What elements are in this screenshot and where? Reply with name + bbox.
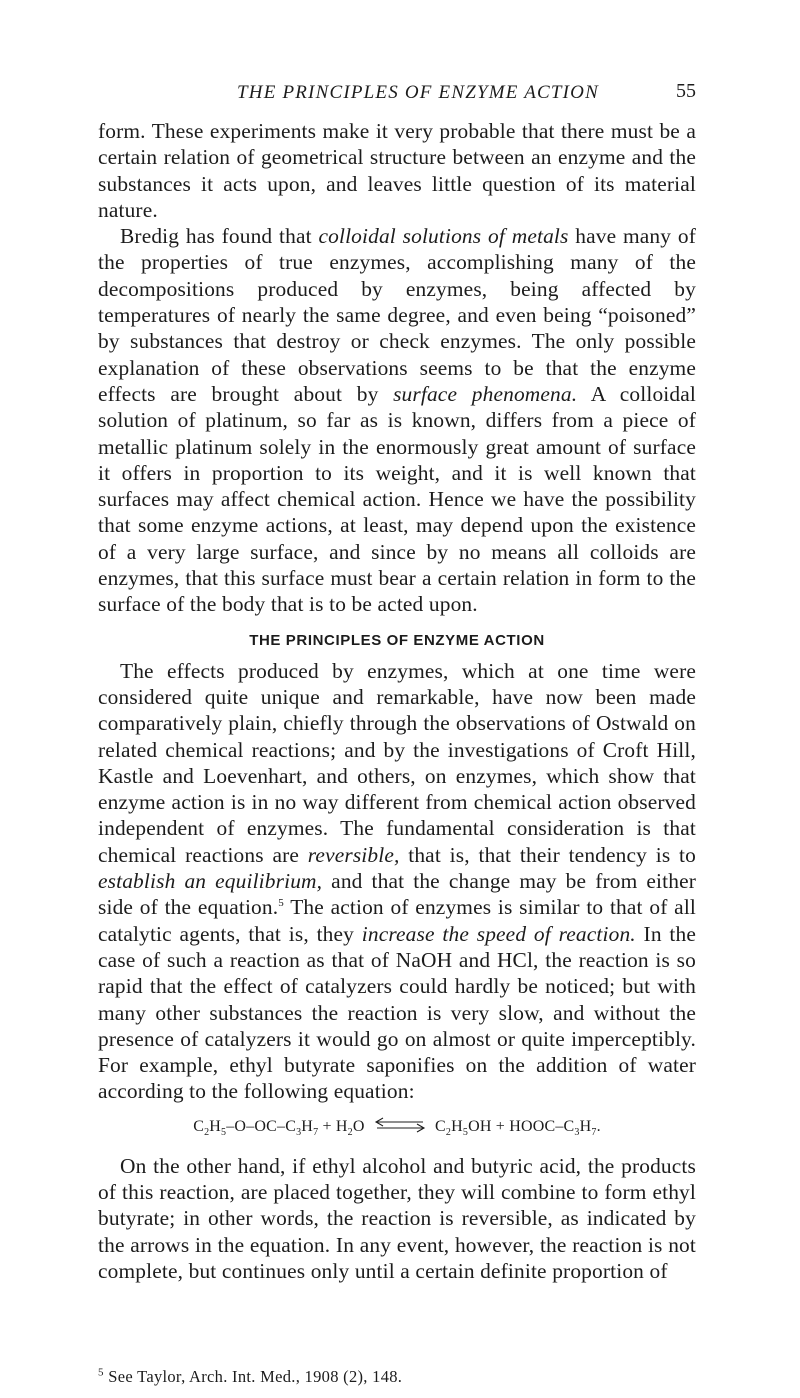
subscript: 2 <box>347 1127 353 1139</box>
chemical-equation <box>98 1116 696 1139</box>
paragraph: The effects produced by enzymes, which at one time were considered quite unique and remarkable, have now been made comparatively plain, chiefly through the observations of Ostwald on related chemical reactions; and by the investigations of Croft Hill, Kastle and Loevenhart, and others, on enzymes, which show that enzyme action is in no way different from chemical action observed independent of enzymes. The fundamental consideration is that chemical reactions are reversible, that is, that their tendency is to establish an equilibrium, and that the change may be from either side of the equation.$^5$ The action of enzymes is similar to that of all catalytic agents, that is, they increase the speed of reaction. In the case of such a reaction as that of NaOH and HCl, the reaction is so rapid that the effect of catalyzers could hardly be noticed; but with many other substances the reaction is very slow, and without the presence of catalyzers it would go on almost or quite imperceptibly. For example, ethyl butyrate saponifies on the addition of water according to the following equation: <box>98 658 696 1104</box>
reversible-arrows-icon <box>371 1116 429 1139</box>
paragraph: On the other hand, if ethyl alcohol and butyric acid, the products of this reaction, are placed together, they will combine to form ethyl butyrate; in other words, the reaction is reversible, as indicated by the arrows in the equation. In any event, however, the reaction is not complete, but continues only until a certain definite proportion of <box>98 1153 696 1283</box>
subscript: 5 <box>462 1127 469 1139</box>
subscript: 7 <box>591 1127 597 1139</box>
page-number: 55 <box>676 80 696 102</box>
paragraph: Bredig has found that colloidal solutions of metals have many of the properties of true enzymes, accomplishing many of the decompositions produced by enzymes, being affected by temperatures of nearly the same degree, and even being “poisoned” by substances that destroy or check enzymes. The only possible explanation of these observations seems to be that the enzyme effects are brought about by surface phenomena. A colloidal solution of platinum, so far as is known, differs from a piece of metallic platinum solely in the enormously great amount of surface it offers in proportion to its weight, and it is well known that surfaces may affect chemical action. Hence we have the possibility that some enzyme actions, at least, may depend upon the existence of a very large surface, and since by no means all colloids are enzymes, that this surface must bear a certain relation in form to the surface of the body that is to be acted upon. <box>98 224 697 617</box>
subscript: 3 <box>574 1127 580 1139</box>
italic-phrase: reversible, <box>307 842 400 867</box>
italic-phrase: colloidal solutions of metals <box>318 224 569 249</box>
footnote-ref: 5 <box>278 897 284 910</box>
footnote-marker: 5 <box>98 1366 104 1379</box>
subscript: 7 <box>313 1127 319 1139</box>
equation-right-side: $C_2H_5OH$ + HOOC–$C_3H_7$. <box>435 1117 601 1139</box>
subscript: 2 <box>204 1127 210 1139</box>
equation-left-side: $C_2H_5-O-OC-C_3H_7 + H_2O$ <box>193 1117 365 1139</box>
italic-phrase: increase the speed of reaction. <box>361 921 636 946</box>
running-head: THE PRINCIPLES OF ENZYME ACTION <box>237 82 599 103</box>
italic-phrase: surface phenomena. <box>393 381 578 406</box>
body-text <box>98 118 696 1284</box>
footnote-text: See Taylor, Arch. Int. Med., 1908 (2), 148. <box>108 1367 403 1386</box>
paragraph: form. These experiments make it very probable that there must be a certain relation of geometrical structure between an enzyme and the substances it acts upon, and leaves little question of its material nature. <box>98 119 696 222</box>
subscript: 3 <box>296 1127 302 1139</box>
subscript: 2 <box>445 1127 452 1139</box>
italic-phrase: establish an equilibrium, <box>98 869 323 894</box>
subscript: 5 <box>221 1127 227 1139</box>
footnote <box>98 1367 696 1387</box>
section-heading: THE PRINCIPLES OF ENZYME ACTION <box>249 631 545 649</box>
